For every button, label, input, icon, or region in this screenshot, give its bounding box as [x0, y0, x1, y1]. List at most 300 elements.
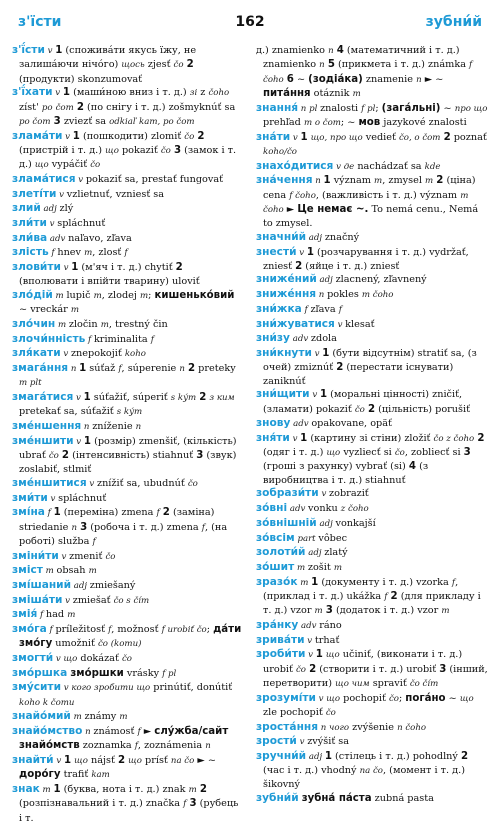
grammar-label: kam — [91, 770, 110, 781]
headword: зроста́ння — [256, 720, 319, 733]
grammar-label: щось — [121, 60, 145, 71]
dictionary-entry — [12, 681, 244, 710]
dictionary-entry — [12, 754, 244, 783]
entry-text: pochopiť — [340, 692, 389, 704]
entry-text: , zmysel — [382, 175, 426, 187]
grammar-label: n — [328, 46, 334, 56]
bold-marker: 1 — [55, 45, 63, 56]
grammar-label: v — [318, 489, 330, 500]
headword: зо́шит — [256, 560, 295, 573]
entry-text: zmiešať — [72, 594, 114, 606]
bold-marker: 3 — [439, 663, 447, 675]
grammar-label: що, про що — [310, 132, 363, 143]
entry-text: jazykové znalosti — [380, 116, 467, 128]
headword: зме́ншення — [12, 419, 82, 432]
entry-text: (прикмета і т. д.) známka — [334, 59, 470, 71]
grammar-label: čo — [388, 693, 399, 704]
entry-text: не залиша́ючи нічо́го) — [19, 45, 197, 71]
entry-text: (розчарування і т. д.) vydržať, zniesť — [263, 246, 469, 272]
grammar-label: m — [55, 319, 69, 330]
grammar-label: m — [139, 290, 149, 301]
entry-text: hnev — [57, 247, 85, 259]
entry-text: (цільність) porušiť — [375, 403, 470, 415]
grammar-label: v — [61, 683, 72, 694]
bold-marker: 1 — [63, 755, 72, 767]
bold-marker: 2 — [477, 432, 485, 444]
headword: зміст — [12, 564, 43, 577]
dictionary-entry — [12, 783, 244, 825]
headword: зміни́ти — [12, 549, 59, 562]
dictionary-entry — [12, 623, 244, 652]
headword: змага́ння — [12, 362, 69, 374]
headword: зни́жка — [256, 302, 302, 315]
entry-text: zíst' — [19, 101, 42, 113]
grammar-label: n — [71, 522, 78, 533]
grammar-label: що — [105, 145, 119, 156]
bold-marker: 1 — [53, 507, 61, 519]
grammar-label: f — [338, 304, 342, 315]
bold-marker: 1 — [83, 435, 91, 447]
entry-text: poznať — [450, 131, 487, 143]
grammar-label: čo — [295, 664, 306, 675]
bold-marker: мов — [358, 116, 381, 128]
grammar-label: v — [86, 478, 97, 489]
bold-marker: 2 — [199, 784, 207, 796]
bold-marker: 2 — [197, 130, 205, 142]
entry-text: (розпізнавальний і т. д.) značka — [19, 798, 184, 810]
dictionary-entry — [256, 388, 488, 417]
dictionary-entry — [12, 550, 244, 564]
grammar-label: f — [150, 334, 154, 345]
bold-marker: 5 — [327, 59, 335, 71]
grammar-label: po čom — [19, 116, 51, 127]
bold-marker: 1 — [319, 389, 328, 401]
grammar-label: na čo — [359, 766, 383, 777]
grammar-label: koho — [124, 349, 146, 360]
bold-marker: 2 — [436, 175, 444, 187]
entry-text: zviezť sa — [60, 115, 110, 127]
entry-text: trhať — [314, 634, 340, 646]
entry-text: , zlodej — [101, 289, 140, 301]
grammar-label: adv — [298, 620, 320, 631]
bold-marker: 3 — [173, 144, 182, 156]
grammar-label: adj — [316, 275, 336, 286]
dictionary-entry — [12, 579, 244, 593]
dictionary-entry — [12, 261, 244, 289]
bold-marker: 2 — [309, 663, 317, 675]
bold-marker: 3 — [463, 447, 471, 459]
dictionary-entry — [256, 303, 488, 317]
entry-text: (рубець і т. — [19, 798, 239, 824]
grammar-label: adj — [40, 204, 60, 215]
grammar-label: f — [37, 610, 46, 621]
grammar-label: чого — [329, 722, 350, 733]
dictionary-entry — [256, 432, 488, 487]
entry-text: známosť — [93, 726, 138, 738]
grammar-label: čo — [90, 160, 101, 171]
entry-text: д.) znamienko — [256, 45, 329, 56]
grammar-label: f — [134, 741, 138, 752]
headword: зло́дій — [12, 288, 53, 301]
entry-text: známy — [84, 711, 120, 723]
grammar-label: n čoho — [397, 722, 427, 733]
dictionary-entry — [12, 44, 244, 86]
dictionary-entry — [12, 435, 244, 477]
entry-text: (бути відсутнім) stratiť sa, (з очей) zmiznúť — [263, 347, 477, 374]
headword: зни́кнути — [256, 346, 312, 359]
grammar-label: f — [44, 508, 54, 519]
entry-text: To nemá cenu., Nemá to zmysel. — [263, 203, 479, 230]
dictionary-entry — [12, 202, 244, 216]
headword: знайти́ — [12, 754, 54, 767]
bold-marker: 4 — [336, 45, 344, 56]
grammar-label: про що — [454, 103, 488, 114]
bold-marker: 1 — [300, 131, 308, 143]
grammar-label: čo — [48, 450, 59, 461]
headword: зми́ти — [12, 491, 48, 504]
grammar-label: z čoho — [340, 504, 369, 515]
entry-text: (час і т. д.) vhodný — [263, 765, 360, 777]
headword: зло́чин — [12, 317, 56, 330]
grammar-label: f — [124, 248, 128, 259]
dictionary-entry — [256, 792, 488, 805]
dictionary-entry — [12, 420, 244, 434]
entry-text: vypáčiť — [48, 159, 91, 171]
grammar-label: f — [201, 522, 205, 533]
dictionary-entry — [256, 288, 488, 302]
headword: зниже́ний — [256, 273, 317, 286]
entry-text: otáznik — [310, 87, 353, 99]
dictionary-entry — [12, 217, 244, 231]
entry-text: (одяг і т. д.) — [263, 447, 327, 459]
bold-marker: 2 — [188, 363, 196, 374]
grammar-label: v — [47, 493, 59, 504]
grammar-label: f čoho — [289, 190, 316, 201]
headword: зму́сити — [12, 681, 61, 694]
grammar-label: f pl — [162, 668, 177, 679]
grammar-label: що — [326, 448, 341, 459]
entry-text: (моральні цінності) zničiť, (зламати) pokaziť — [263, 389, 463, 415]
entry-text: (з виробництва і т. д.) stiahnuť — [263, 461, 429, 486]
grammar-label: кого зробити що — [71, 683, 151, 694]
dictionary-entry — [12, 564, 244, 578]
entry-text: (по снігу і т. д.) zošmyknúť sa — [83, 101, 236, 113]
grammar-label: m — [42, 566, 57, 577]
headword: зна́ти — [256, 130, 291, 143]
dictionary-entry — [12, 362, 244, 391]
entry-text: , (на роботі) služba — [19, 521, 228, 547]
grammar-label: v — [305, 650, 316, 661]
entry-text: spraviť — [369, 677, 410, 689]
grammar-label: m — [88, 566, 97, 577]
bold-marker: 1 — [300, 432, 308, 444]
entry-text: zníženie — [92, 420, 136, 432]
grammar-label: m — [294, 562, 308, 573]
dictionary-entry — [256, 487, 488, 501]
grammar-label: adj — [306, 751, 325, 762]
headword: з'ї́хати — [12, 86, 53, 99]
grammar-label: f urobiť čo — [161, 625, 207, 636]
entry-text: súťažiť, súperiť — [90, 391, 171, 403]
bold-marker: пога́но — [405, 692, 446, 704]
entry-text: zmiešaný — [89, 579, 136, 591]
bold-marker: 1 — [311, 576, 319, 588]
entry-text: pretekať sa, súťažiť — [19, 406, 117, 418]
grammar-label: що — [34, 160, 49, 171]
dictionary-entry — [12, 725, 244, 754]
dictionary-entry — [12, 232, 244, 246]
headword: зобрази́ти — [256, 487, 319, 500]
grammar-label: n — [416, 74, 422, 85]
entry-text: ► ~ — [421, 73, 444, 85]
bold-marker: 1 — [324, 750, 332, 762]
headword: зо́всім — [256, 531, 295, 544]
right-column — [256, 44, 488, 806]
entry-text: (пристрій і т. д.) — [19, 144, 106, 156]
grammar-label: m — [67, 610, 76, 621]
entry-text: , (приклад і т. д.) ukážka — [263, 576, 459, 602]
headword: злама́тися — [12, 172, 76, 185]
grammar-label: f — [48, 248, 58, 259]
headword: зни́щити — [256, 388, 310, 401]
grammar-label: що — [325, 650, 340, 661]
dictionary-entry — [12, 492, 244, 506]
grammar-label: m — [425, 176, 434, 187]
bold-marker: 3 — [53, 115, 61, 127]
entry-text: zvýšiť sa — [307, 736, 350, 748]
dictionary-entry — [12, 594, 244, 608]
grammar-label: v — [46, 218, 58, 229]
bold-marker: 2 — [460, 750, 469, 762]
entry-text: ; — [148, 289, 155, 301]
entry-text: zločin — [68, 318, 101, 330]
entry-text: (продукти) skonzumovať — [19, 73, 143, 85]
bold-marker: да́ти змо́гу — [19, 624, 242, 650]
grammar-label: v — [52, 88, 63, 99]
bold-marker: слу́жба/сайт знайо́мств — [19, 726, 229, 752]
entry-text: prehľad — [263, 116, 304, 128]
grammar-label: що — [459, 693, 474, 704]
grammar-label: m — [119, 712, 128, 723]
entry-text: ► — [283, 203, 298, 215]
headword: знахо́дитися — [256, 159, 334, 172]
entry-text: (для прикладу і т. д.) vzor — [263, 590, 481, 617]
grammar-label: v — [53, 654, 64, 665]
bold-marker: 1 — [53, 784, 61, 796]
grammar-label: n — [135, 421, 142, 432]
dictionary-entry — [256, 692, 488, 721]
entry-text: (звук) zoslabiť, stlmiť — [19, 449, 237, 476]
dictionary-entry — [12, 347, 244, 361]
dictionary-entry — [256, 318, 488, 332]
entry-text: (інший, перетворити) — [263, 663, 488, 689]
grammar-label: v — [44, 46, 56, 56]
grammar-label: m — [374, 176, 383, 187]
grammar-label: v — [58, 551, 70, 562]
grammar-label: koho/čo — [263, 146, 297, 157]
grammar-label: n — [316, 290, 328, 301]
headword: зо́внішній — [256, 516, 317, 529]
grammar-label: v — [62, 595, 73, 606]
headword: знайо́мство — [12, 725, 83, 738]
entry-text: (буква, нота і т. д.) znak — [60, 784, 189, 796]
entry-text: zle pochopiť — [263, 706, 326, 718]
dictionary-entry — [256, 517, 488, 531]
grammar-label: čo čím — [409, 678, 439, 689]
grammar-label: s kým — [116, 407, 143, 418]
dictionary-entry — [256, 131, 488, 160]
grammar-label: f — [384, 591, 388, 602]
dictionary-entry — [12, 188, 244, 202]
grammar-label: čo (komu) — [97, 639, 142, 650]
entry-text: nachádzať sa — [354, 160, 425, 172]
dictionary-entry — [256, 502, 488, 516]
entry-text: (інтенсивність) stiahnuť — [69, 449, 197, 461]
grammar-label: n — [205, 741, 211, 752]
grammar-label: adv — [47, 233, 69, 244]
entry-text: zdola — [310, 333, 337, 345]
entry-text: ► ~ — [194, 755, 217, 767]
entry-text: , trestný čin — [108, 318, 168, 330]
headword: зрива́ти — [256, 633, 305, 646]
dictionary-entry — [12, 391, 244, 420]
grammar-label: m čoho — [361, 290, 394, 301]
entry-text: vyzliecť si — [340, 447, 395, 459]
dictionary-entry — [256, 576, 488, 619]
grammar-label: m — [441, 606, 450, 617]
headword: зубни́й — [256, 792, 299, 805]
dictionary-entry — [12, 667, 244, 681]
grammar-label: m — [70, 305, 79, 316]
grammar-label: де — [343, 161, 355, 172]
entry-text: (м'яч і т. д.) chytiť — [78, 261, 176, 273]
entry-text: značný — [324, 231, 360, 243]
grammar-label: m čoho — [263, 190, 469, 215]
dictionary-entry — [12, 506, 244, 549]
grammar-label: v — [53, 756, 64, 767]
entry-text: zlatý — [324, 547, 348, 559]
grammar-label: f čoho — [263, 60, 473, 85]
dictionary-entry — [256, 174, 488, 230]
dictionary-entry — [12, 130, 244, 173]
headword: зрости́ — [256, 735, 297, 748]
dictionary-entry — [256, 102, 488, 131]
entry-text: súťaž — [86, 363, 119, 374]
grammar-label: po — [41, 102, 53, 113]
entry-text: znížiť sa, ubudnúť — [96, 477, 188, 489]
bold-marker: 2 — [199, 391, 207, 403]
grammar-label: n — [319, 60, 325, 71]
entry-text: spláchnuť — [57, 217, 106, 229]
grammar-label: m — [52, 290, 67, 301]
entry-text: ; ~ — [340, 116, 359, 128]
grammar-label: čom — [55, 102, 74, 113]
headword: зме́ншити — [12, 434, 74, 447]
grammar-label: f — [451, 577, 456, 588]
grammar-label: f — [92, 536, 96, 547]
dictionary-entry — [256, 417, 488, 431]
bold-marker: змо́ршки — [70, 667, 124, 679]
bold-marker: (зодіа́ка) — [308, 73, 363, 85]
headword: знести́ — [256, 245, 297, 258]
dictionary-entry — [256, 532, 488, 546]
grammar-label: čo — [394, 448, 405, 459]
entry-text: príležitosť — [55, 624, 109, 636]
entry-text: znalosti — [320, 102, 362, 114]
headword: злеті́ти — [12, 187, 57, 200]
dictionary-entry — [12, 173, 244, 187]
grammar-label: adv — [290, 419, 312, 430]
grammar-label: n — [318, 722, 330, 733]
grammar-label: čo — [121, 654, 132, 665]
entry-text: had — [45, 609, 68, 621]
entry-text: zobraziť — [329, 488, 369, 500]
header-first-entry: з'їсти — [18, 14, 62, 30]
headword: злочи́нність — [12, 332, 86, 345]
entry-text: význam — [330, 175, 375, 187]
dictionary-entry — [256, 44, 488, 101]
bold-marker: кишенько́вий — [154, 289, 235, 301]
dictionary-entry — [256, 634, 488, 648]
entry-text: (яйце і т. д.) zniesť — [302, 260, 400, 272]
entry-text: (стілець і т. д.) pohodlný — [331, 750, 461, 762]
grammar-label: f — [46, 625, 56, 636]
grammar-label: v — [62, 131, 73, 142]
grammar-label: m — [84, 248, 93, 259]
entry-text: obsah — [56, 565, 89, 577]
grammar-label: v — [309, 390, 320, 401]
grammar-label: m — [314, 606, 323, 617]
entry-text: pokles — [327, 289, 362, 301]
grammar-label: f — [108, 625, 112, 636]
grammar-label: adv — [289, 334, 311, 345]
entry-text: (маши́ною вниз і т. д.) — [70, 87, 190, 99]
grammar-label: n — [81, 421, 93, 432]
entry-text: , zoznámenia — [137, 740, 206, 752]
entry-text: ~ — [445, 692, 460, 704]
headword: зли́ва — [12, 231, 48, 244]
dictionary-entry — [256, 246, 488, 274]
grammar-label: m — [93, 290, 102, 301]
bold-marker: 1 — [79, 363, 87, 374]
entry-text: opakovane, opäť — [311, 418, 392, 430]
bold-marker: 2 — [390, 590, 398, 602]
entry-text: z — [197, 87, 209, 99]
bold-marker: пита́ння — [263, 87, 311, 99]
dictionary-entry — [256, 721, 488, 735]
headword: зня́ти — [256, 431, 290, 444]
headword: знижéння — [256, 288, 317, 301]
entry-text: zlý — [59, 203, 74, 215]
grammar-label: v — [75, 174, 86, 185]
entry-text: (документу і т. д.) vzorka — [318, 576, 452, 588]
bold-marker: 2 — [186, 59, 194, 71]
entry-text: nájsť — [87, 755, 118, 767]
headword: зо́вні — [256, 502, 288, 515]
bold-marker: 2 — [367, 403, 376, 415]
grammar-label: v — [315, 693, 327, 704]
bold-marker: 1 — [306, 246, 314, 258]
entry-text: pokaziť sa, prestať fungovať — [85, 173, 224, 185]
headword: зна́чення — [256, 174, 313, 187]
entry-text: , (важливість і т. д.) význam — [315, 189, 461, 201]
grammar-label: f — [183, 799, 187, 810]
bold-marker: 1 — [72, 130, 80, 142]
grammar-label: v — [333, 161, 344, 172]
entry-text: znamenie — [362, 73, 417, 85]
grammar-label: kde — [424, 161, 441, 172]
dictionary-entry — [12, 246, 244, 260]
